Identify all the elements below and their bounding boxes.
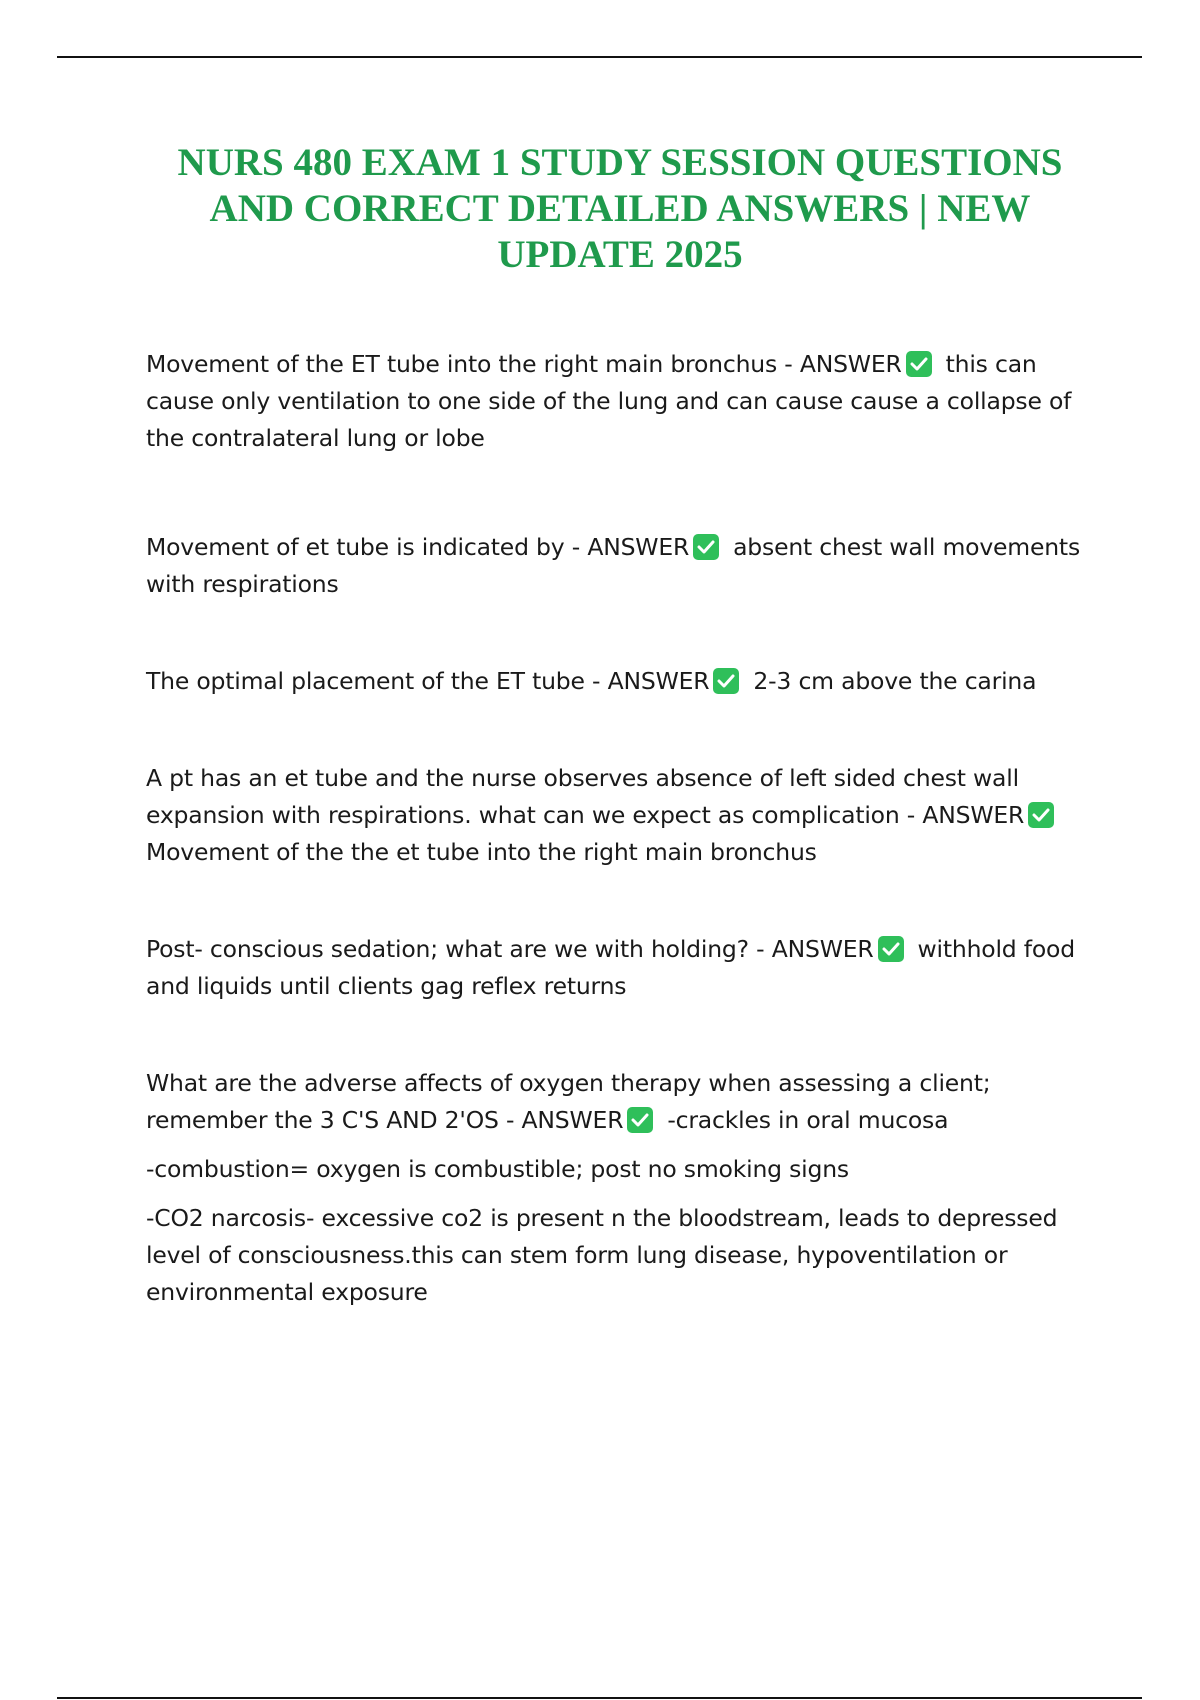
answer-text: this can cause only ventilation to one side of the lung and can cause cause a collapse of the contralateral lung or lobe — [146, 350, 1072, 452]
check-icon — [713, 668, 739, 694]
qa-item-2 — [146, 529, 1096, 603]
answer-text: -crackles in oral mucosa — [667, 1106, 949, 1134]
question-text: A pt has an et tube and the nurse observes absence of left sided chest wall expansion with respirations. what can we expect as complication - — [146, 764, 1019, 829]
question-text: What are the adverse affects of oxygen therapy when assessing a client; remember the 3 C'S AND 2'OS - — [146, 1069, 991, 1134]
qa-item-4 — [146, 760, 1096, 871]
check-icon — [878, 936, 904, 962]
question-text: Post- conscious sedation; what are we with holding? - — [146, 935, 772, 963]
check-icon — [693, 534, 719, 560]
check-icon — [1028, 802, 1054, 828]
check-icon — [906, 351, 932, 377]
answer-marker: ANSWER — [607, 667, 710, 695]
qa-item-5 — [146, 931, 1096, 1005]
answer-marker: ANSWER — [521, 1106, 624, 1134]
question-text: Movement of et tube is indicated by - — [146, 533, 588, 561]
document-title: NURS 480 EXAM 1 STUDY SESSION QUESTIONS AND CORRECT DETAILED ANSWERS | NEW UPDATE 2025 — [177, 141, 1063, 276]
answer-text: withhold food and liquids until clients gag reflex returns — [146, 935, 1075, 1000]
answer-text: Movement of the the et tube into the right main bronchus — [146, 838, 817, 866]
top-rule — [57, 56, 1142, 58]
answer-marker: ANSWER — [922, 801, 1025, 829]
continuation-line-1: -combustion= oxygen is combustible; post no smoking signs — [146, 1155, 849, 1183]
qa-item-6 — [146, 1065, 1096, 1139]
answer-text: absent chest wall movements with respirations — [146, 533, 1080, 598]
qa-item-3 — [146, 663, 1096, 700]
qa-list — [146, 346, 1096, 1311]
answer-text: 2-3 cm above the carina — [753, 667, 1037, 695]
answer-marker: ANSWER — [799, 350, 902, 378]
continuation-line-2: -CO2 narcosis- excessive co2 is present n the bloodstream, leads to depressed level of consciousness.this can stem form lung disease, hypoventilation or environmental exposure — [146, 1204, 1058, 1306]
check-icon — [627, 1107, 653, 1133]
qa-item-1 — [146, 346, 1096, 457]
question-text: The optimal placement of the ET tube - — [146, 667, 608, 695]
question-text: Movement of the ET tube into the right main bronchus - — [146, 350, 800, 378]
answer-marker: ANSWER — [587, 533, 690, 561]
answer-marker: ANSWER — [771, 935, 874, 963]
bottom-rule — [57, 1697, 1142, 1699]
